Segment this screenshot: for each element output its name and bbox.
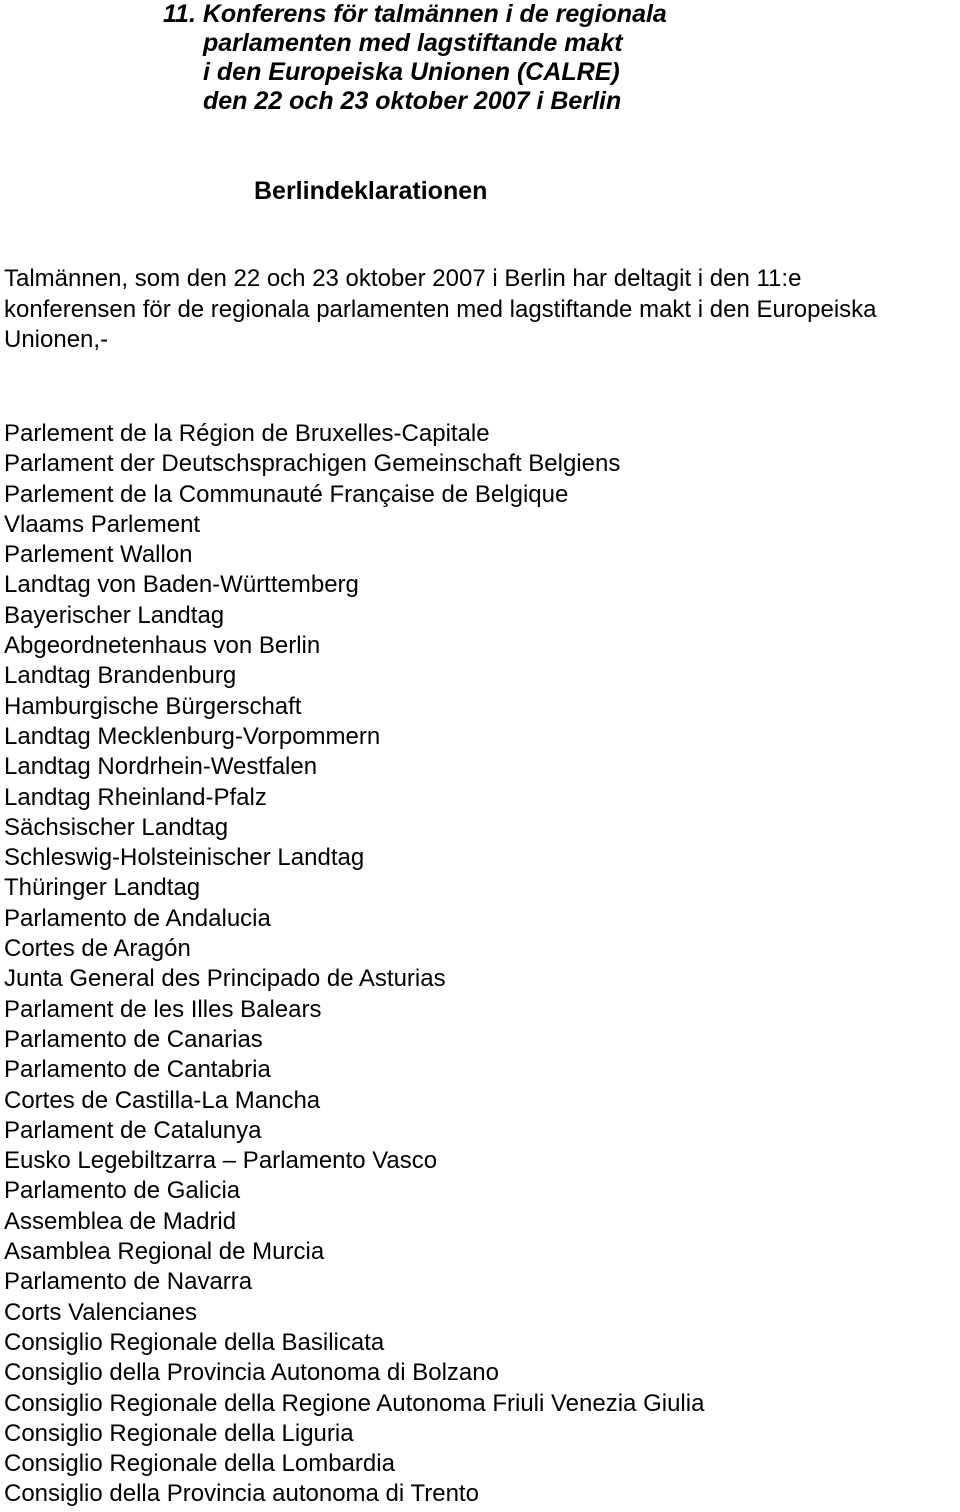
list-item: Landtag Rheinland-Pfalz [4,783,267,811]
list-item: Parlamento de Cantabria [4,1056,271,1084]
list-item: Parlement de la Communauté Française de Belgique [4,480,569,508]
list-item: Consiglio Regionale della Regione Autonoma Friuli Venezia Giulia [4,1389,705,1417]
title-line: parlamenten med lagstiftande makt [203,29,623,57]
list-item: Vlaams Parlement [4,510,201,538]
list-item: Asamblea Regional de Murcia [4,1238,325,1266]
list-item: Landtag von Baden-Württemberg [4,571,359,599]
list-item: Bayerischer Landtag [4,601,225,629]
list-item: Assemblea de Madrid [4,1207,237,1235]
list-item: Parlement Wallon [4,541,193,569]
list-item: Consiglio della Provincia Autonoma di Bolzano [4,1359,499,1387]
list-item: Sächsischer Landtag [4,813,229,841]
list-item: Consiglio Regionale della Basilicata [4,1328,385,1356]
list-item: Parlamento de Canarias [4,1025,263,1053]
list-item: Landtag Mecklenburg-Vorpommern [4,722,381,750]
list-item: Consiglio Regionale della Lombardia [4,1450,395,1478]
title-line: den 22 och 23 oktober 2007 i Berlin [203,87,622,115]
parliament-list [4,419,704,1510]
list-item: Parlament de Catalunya [4,1116,262,1144]
list-item: Schleswig-Holsteinischer Landtag [4,844,365,872]
title-line: i den Europeiska Unionen (CALRE) [203,58,620,86]
title-line: 11. Konferens för talmännen i de regionala [163,0,667,28]
list-item: Parlamento de Navarra [4,1268,253,1296]
intro-line: Unionen,- [4,326,109,353]
list-item: Parlament de les Illes Balears [4,995,322,1023]
list-item: Thüringer Landtag [4,874,201,902]
list-item: Parlament der Deutschsprachigen Gemeinschaft Belgiens [4,450,621,478]
list-item: Junta General des Principado de Asturias [4,965,446,993]
intro-paragraph [4,264,960,356]
list-item: Abgeordnetenhaus von Berlin [4,632,321,660]
list-item: Landtag Nordrhein-Westfalen [4,753,318,781]
list-item: Hamburgische Bürgerschaft [4,692,302,720]
list-item: Corts Valencianes [4,1298,197,1326]
intro-line: Talmännen, som den 22 och 23 oktober 2007 i Berlin har deltagit i den 11:e [4,265,802,292]
list-item: Parlement de la Région de Bruxelles-Capitale [4,420,490,447]
declaration-title: Berlindeklarationen [254,177,488,205]
list-item: Cortes de Castilla-La Mancha [4,1086,321,1114]
list-item: Consiglio della Provincia autonoma di Trento [4,1480,479,1508]
document-heading [0,0,960,116]
list-item: Cortes de Aragón [4,935,191,963]
list-item: Parlamento de Andalucia [4,904,271,932]
list-item: Parlamento de Galicia [4,1177,241,1205]
list-item: Consiglio Regionale della Liguria [4,1419,354,1447]
list-item: Landtag Brandenburg [4,662,237,690]
intro-line: konferensen för de regionala parlamenten med lagstiftande makt i den Europeiska [4,295,877,323]
list-item: Eusko Legebiltzarra – Parlamento Vasco [4,1147,438,1175]
